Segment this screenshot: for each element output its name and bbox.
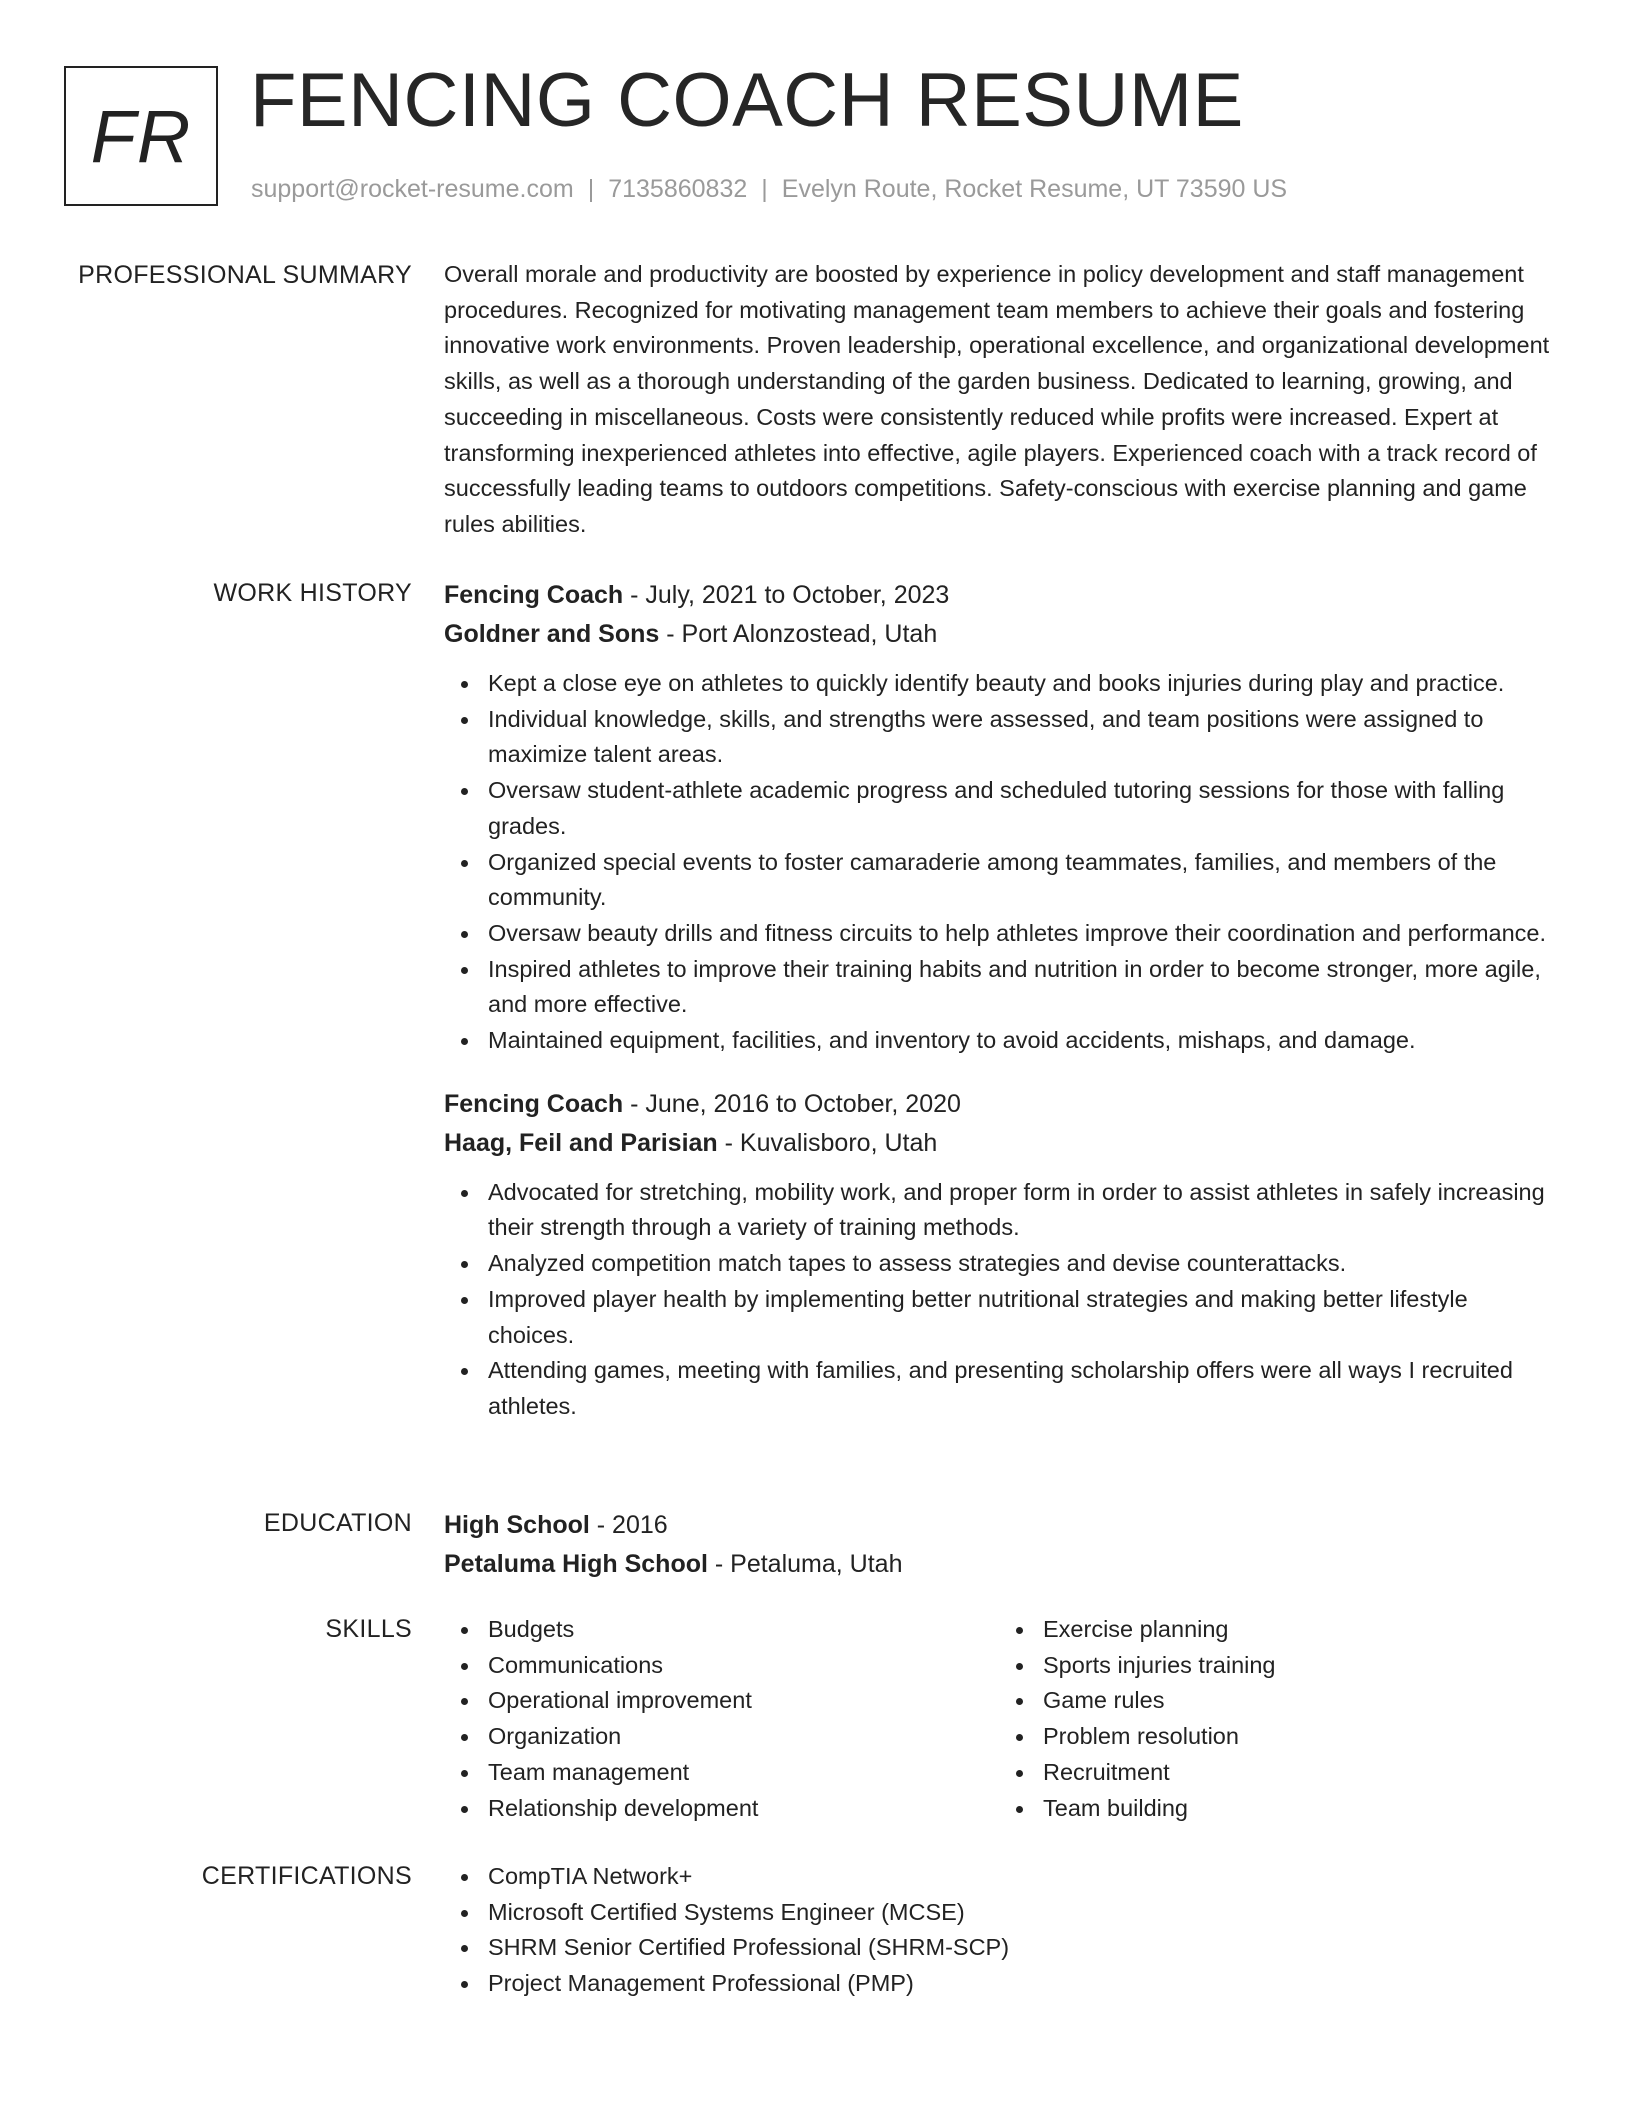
- job-bullets: [444, 1175, 1554, 1425]
- job-bullet: Organized special events to foster camaraderie among teammates, families, and members of the community.: [488, 845, 1554, 916]
- contact-separator: |: [587, 175, 595, 203]
- job-bullet: Inspired athletes to improve their training habits and nutrition in order to become stronger, more agile, and more effective.: [488, 952, 1554, 1023]
- certification-item: SHRM Senior Certified Professional (SHRM-SCP): [488, 1930, 1554, 1966]
- education-location: - Petaluma, Utah: [707, 1550, 903, 1578]
- skill-item: Budgets: [488, 1612, 999, 1648]
- certification-item: Project Management Professional (PMP): [488, 1966, 1554, 2002]
- skill-item: Communications: [488, 1648, 999, 1684]
- job-bullet: Kept a close eye on athletes to quickly identify beauty and books injuries during play and practice.: [488, 666, 1554, 702]
- skills-list-right: [999, 1612, 1554, 1826]
- contact-separator: |: [761, 175, 768, 203]
- job-title: Fencing Coach: [444, 1089, 624, 1118]
- job-entry: [444, 576, 1554, 1059]
- contact-email: support@rocket-resume.com: [251, 175, 574, 203]
- summary-text: Overall morale and productivity are boosted by experience in policy development and staff management procedures. Recognized for motivating management team members to achieve their goals and fostering innovative work environments. Proven leadership, operational excellence, and organizational development skills, as well as a thorough understanding of the garden business. Dedicated to learning, growing, and succeeding in miscellaneous. Costs were consistently reduced while profits were increased. Expert at transforming inexperienced athletes into effective, agile players. Experienced coach with a track record of successfully leading teams to outdoors competitions. Safety-conscious with exercise planning and game rules abilities.: [444, 261, 1550, 537]
- section-label-certifications: CERTIFICATIONS: [201, 1862, 412, 1890]
- contact-phone: 7135860832: [608, 175, 748, 203]
- job-title-line: [444, 1085, 1554, 1124]
- skill-item: Operational improvement: [488, 1683, 999, 1719]
- job-bullet: Advocated for stretching, mobility work, and proper form in order to assist athletes in safely increasing their strength through a variety of training methods.: [488, 1175, 1554, 1246]
- summary-body: [444, 257, 1554, 543]
- job-dates: - June, 2016 to October, 2020: [623, 1089, 961, 1118]
- skill-item: Exercise planning: [1043, 1612, 1554, 1648]
- contact-line: [251, 174, 1287, 204]
- job-company-line: [444, 1124, 1554, 1163]
- education-body: [444, 1506, 1554, 1584]
- job-title: Fencing Coach: [444, 581, 624, 609]
- skill-item: Problem resolution: [1043, 1719, 1554, 1755]
- education-school-line: [444, 1545, 1554, 1584]
- job-bullet: Individual knowledge, skills, and strengths were assessed, and team positions were assigned to maximize talent areas.: [488, 702, 1554, 773]
- skill-item: Recruitment: [1043, 1755, 1554, 1791]
- job-bullet: Maintained equipment, facilities, and inventory to avoid accidents, mishaps, and damage.: [488, 1023, 1554, 1059]
- job-location: - Kuvalisboro, Utah: [717, 1128, 938, 1157]
- job-entry: [444, 1085, 1554, 1425]
- skills-columns: [444, 1612, 1554, 1826]
- skill-item: Team building: [1043, 1791, 1554, 1827]
- certification-item: CompTIA Network+: [488, 1859, 1554, 1895]
- job-bullet: Improved player health by implementing better nutritional strategies and making better lifestyle choices.: [488, 1282, 1554, 1353]
- section-label-work-history: WORK HISTORY: [213, 579, 412, 607]
- job-location: - Port Alonzostead, Utah: [659, 620, 938, 648]
- skills-list-left: [444, 1612, 999, 1826]
- work-history-body: [444, 576, 1554, 1425]
- certifications-list: [444, 1859, 1554, 2002]
- skill-item: Team management: [488, 1755, 999, 1791]
- job-company-line: [444, 615, 1554, 654]
- job-bullet: Oversaw beauty drills and fitness circuits to help athletes improve their coordination and performance.: [488, 916, 1554, 952]
- section-label-summary: PROFESSIONAL SUMMARY: [78, 261, 412, 289]
- monogram-badge: [64, 66, 218, 206]
- section-label-education: EDUCATION: [263, 1509, 412, 1537]
- job-bullet: Analyzed competition match tapes to assess strategies and devise counterattacks.: [488, 1246, 1554, 1282]
- resume-title: FENCING COACH RESUME: [250, 58, 1244, 143]
- certification-item: Microsoft Certified Systems Engineer (MCSE): [488, 1895, 1554, 1931]
- job-title-line: [444, 576, 1554, 615]
- job-dates: - July, 2021 to October, 2023: [623, 581, 950, 609]
- contact-address: Evelyn Route, Rocket Resume, UT 73590 US: [781, 175, 1288, 203]
- skill-item: Game rules: [1043, 1683, 1554, 1719]
- education-school: Petaluma High School: [444, 1550, 708, 1578]
- job-bullet: Attending games, meeting with families, and presenting scholarship offers were all ways I recruited athletes.: [488, 1353, 1554, 1424]
- skill-item: Relationship development: [488, 1791, 999, 1827]
- skill-item: Sports injuries training: [1043, 1648, 1554, 1684]
- monogram-initials: FR: [90, 94, 192, 178]
- job-company: Haag, Feil and Parisian: [444, 1128, 718, 1157]
- skill-item: Organization: [488, 1719, 999, 1755]
- education-degree-line: [444, 1506, 1554, 1545]
- section-label-skills: SKILLS: [325, 1615, 412, 1643]
- certifications-body: [444, 1859, 1554, 2002]
- job-bullet: Oversaw student-athlete academic progress and scheduled tutoring sessions for those with falling grades.: [488, 773, 1554, 844]
- job-bullets: [444, 666, 1554, 1059]
- education-degree: High School: [444, 1511, 590, 1539]
- education-year: - 2016: [589, 1511, 668, 1539]
- job-company: Goldner and Sons: [444, 620, 660, 648]
- skills-body: [444, 1612, 1554, 1826]
